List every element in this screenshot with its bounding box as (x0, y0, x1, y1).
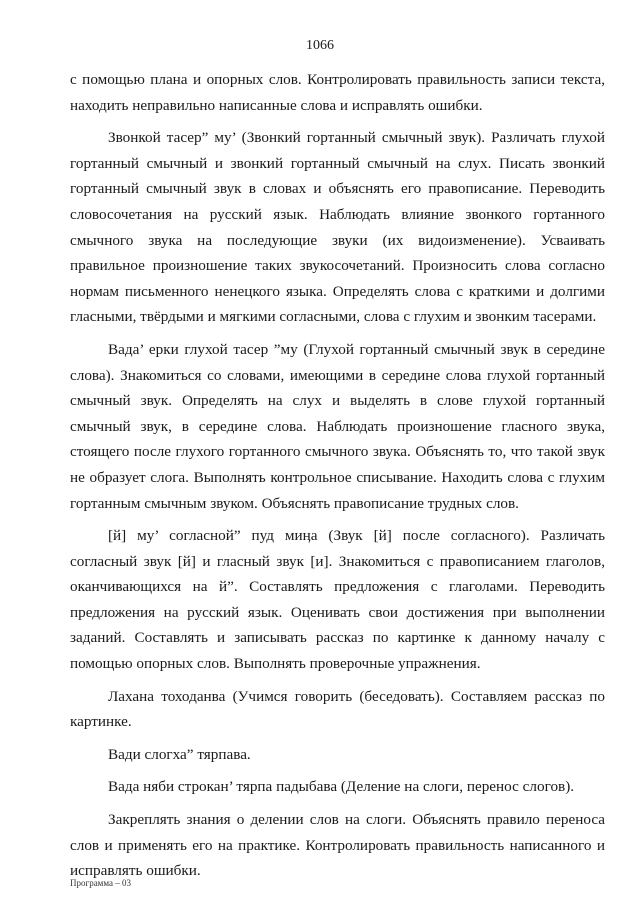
paragraph-syllable-division-heading: Вада няби строкан’ тярпа падыбава (Деление на слоги, перенос слогов). (108, 778, 575, 796)
paragraph-voiceless-glottal-stop: Вада’ ерки глухой тасер ”му (Глухой гортанный смычный звук в середине слова). Знакомиться со словами, имеющими в середине слова глухой гортанный смычный звук. Определять на слух и выделять в слове глухой гортанный смычный звук, в середине слова. Наблюдать произношение гласного звука, стоящего после глухого гортанного смычного звука. Объяснять то, что такой звук не образует слога. Выполнять контрольное списывание. Находить слова с глухим гортанным смычным звуком. Объяснять правописание трудных слов. (70, 340, 605, 512)
paragraph-syllable-division-tasks: Закреплять знания о делении слов на слоги. Объяснять правило переноса слов и применять его на практике. Контролировать правильность написанного и исправлять ошибки. (70, 811, 605, 880)
body-text (70, 67, 605, 884)
paragraph-continuation: с помощью плана и опорных слов. Контролировать правильность записи текста, находить неправильно написанные слова и исправлять ошибки. (70, 71, 605, 114)
page-number: 1066 (306, 38, 334, 53)
footer-program-label: Программа – 03 (70, 878, 132, 888)
paragraph-sound-j-after-consonant: [й] му’ согласной” пуд миӊа (Звук [й] после согласного). Различать согласный звук [й] и гласный звук [и]. Знакомиться с правописанием глаголов, оканчивающихся на й”. Составлять предложения с глаголами. Переводить предложения на русский язык. Оценивать свои достижения при выполнении заданий. Составлять и записывать рассказ по картинке к данному началу с помощью опорных слов. Выполнять проверочные упражнения. (70, 527, 605, 673)
paragraph-voiced-glottal-stop: Звонкой тасер” му’ (Звонкий гортанный смычный звук). Различать глухой гортанный смычный и звонкий гортанный смычный на слух. Писать звонкий гортанный смычный звук в словах и объяснять его правописание. Переводить словосочетания на русский язык. Наблюдать влияние звонкого гортанного смычного звука на последующие звуки (их видоизменение). Усваивать правильное произношение таких звукосочетаний. Произносить слова согласно нормам письменного ненецкого языка. Определять слова с краткими и долгими гласными, твёрдыми и мягкими согласными, слова с глухим и звонким тасерами. (70, 129, 605, 326)
paragraph-syllable-heading: Вади слогха” тярпава. (108, 745, 251, 763)
paragraph-learning-to-speak: Лахана тоходанва (Учимся говорить (беседовать). Составляем рассказ по картинке. (70, 687, 605, 731)
